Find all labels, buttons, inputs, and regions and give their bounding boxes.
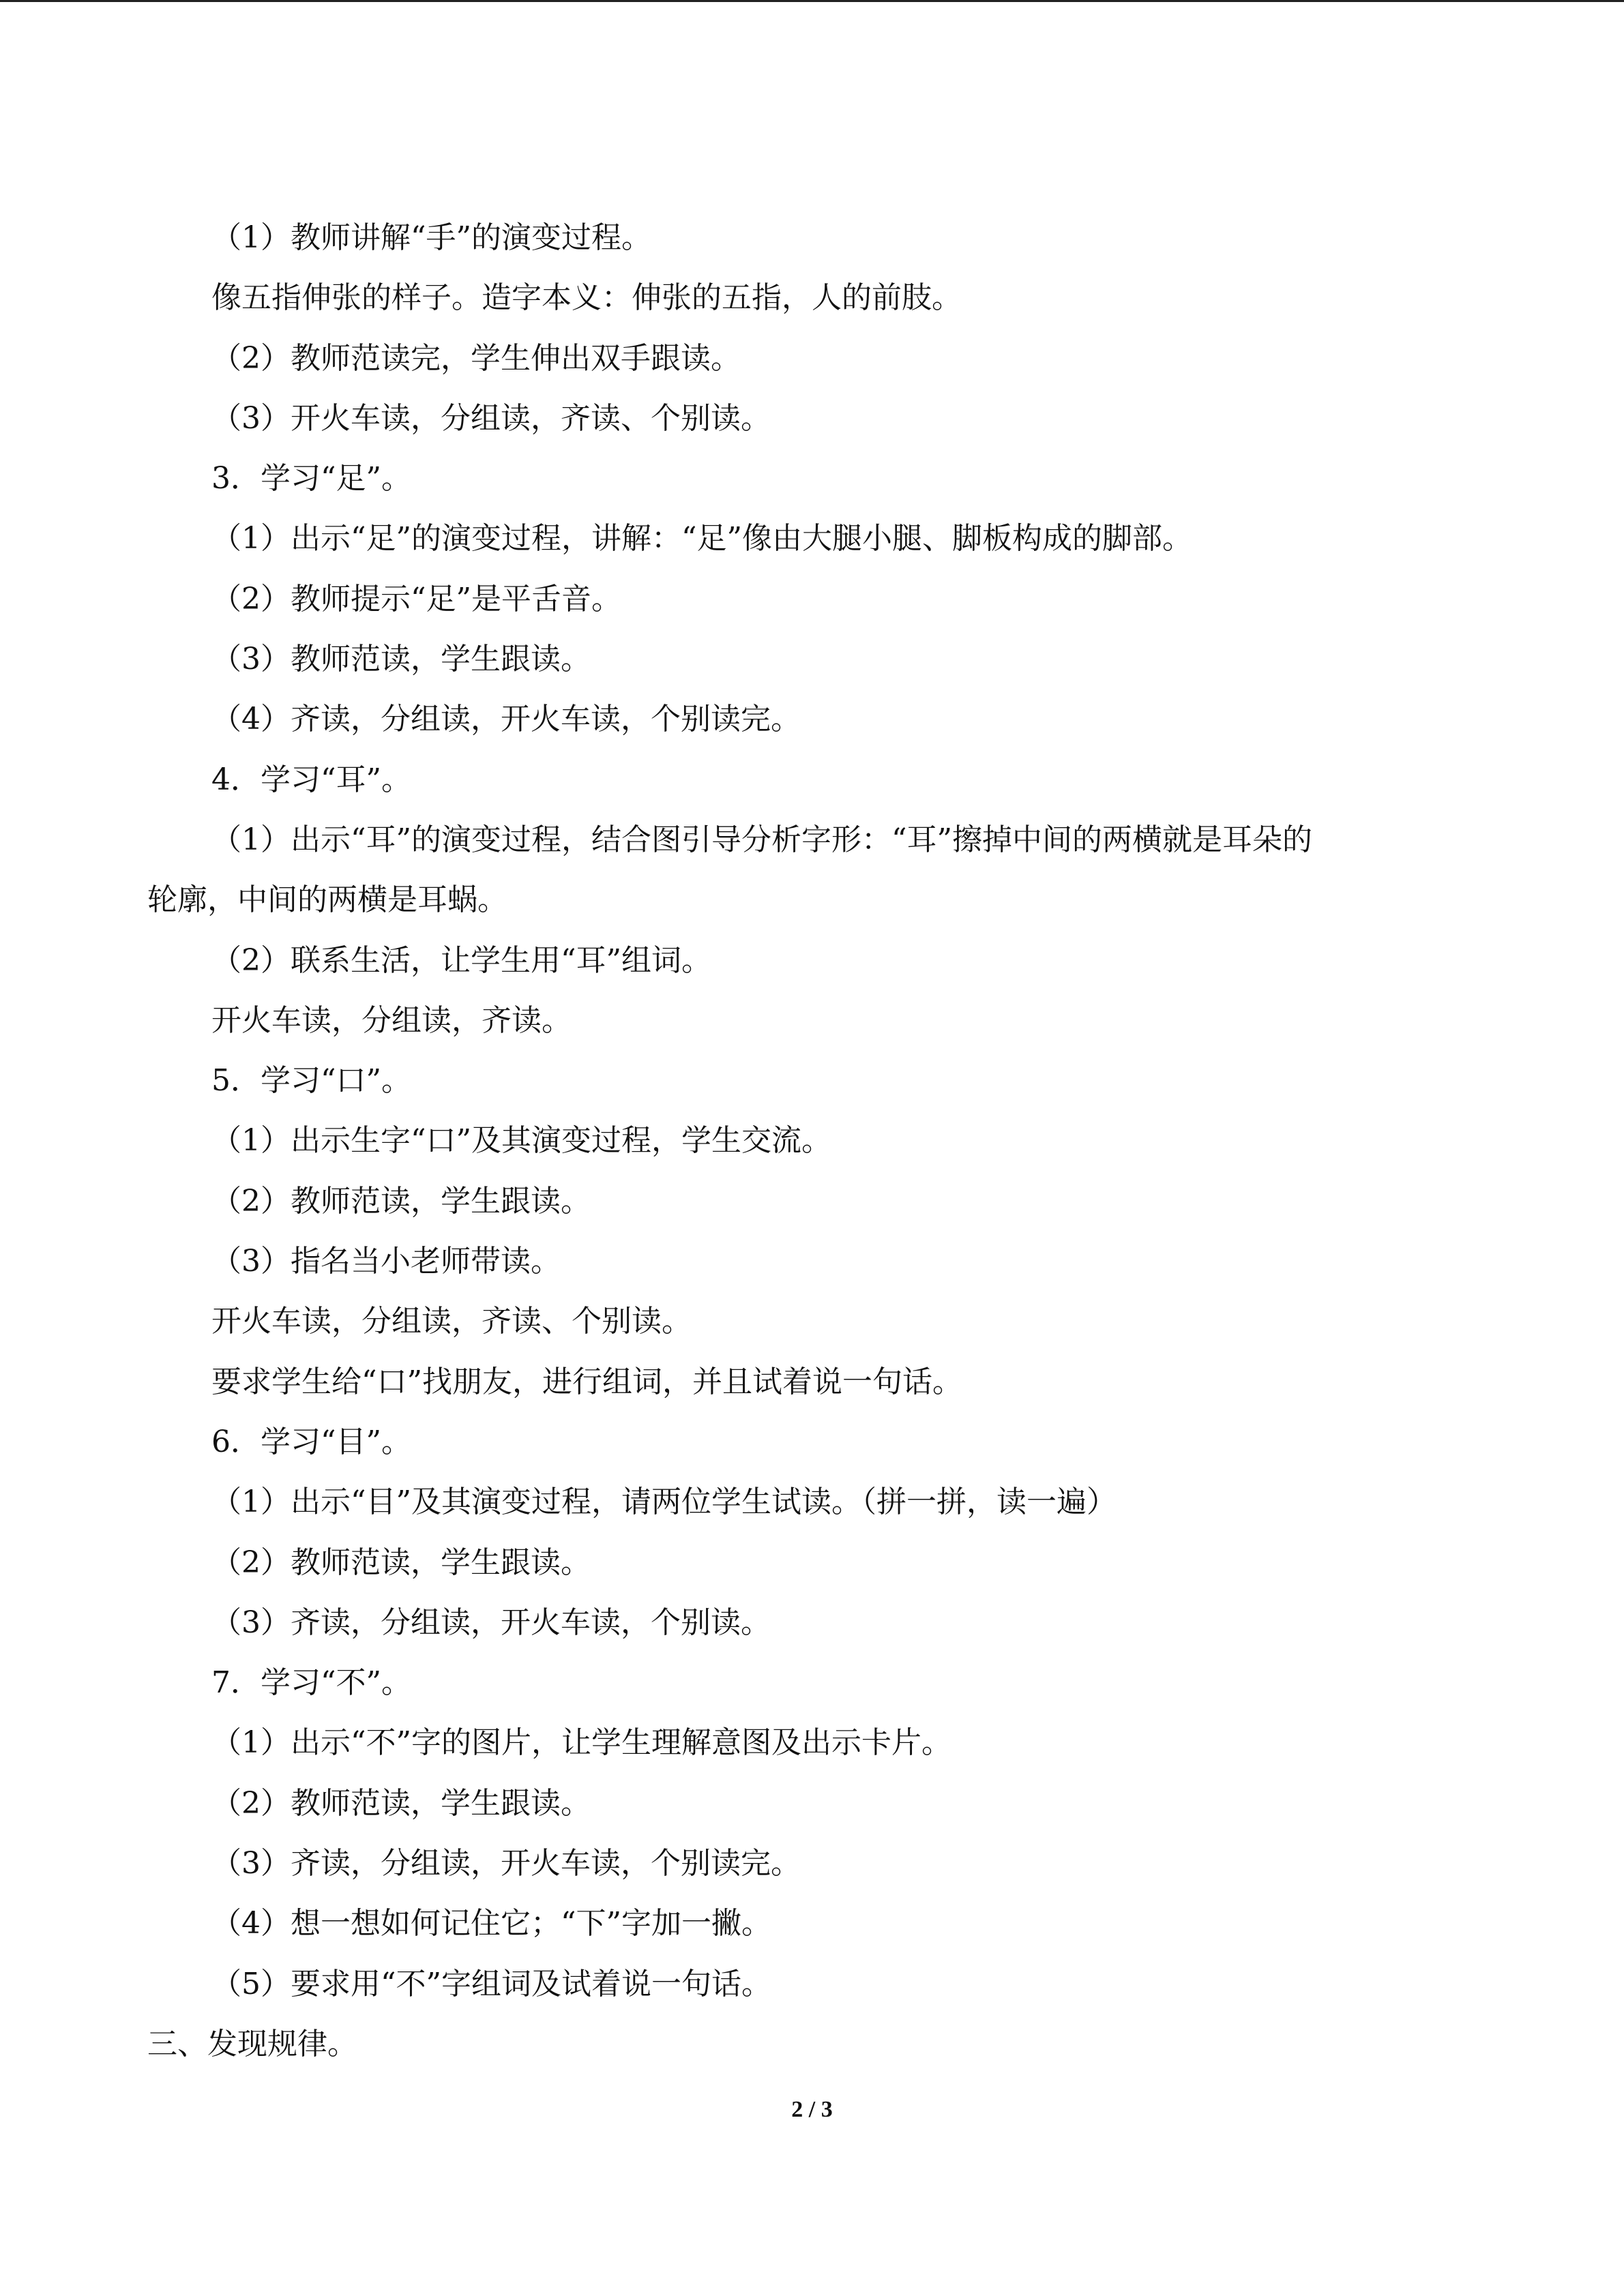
page-number: 2 / 3	[791, 2097, 833, 2122]
paragraph-line: （2）教师范读完，学生伸出双手跟读。	[211, 340, 741, 376]
paragraph-line: 像五指伸张的样子。造字本义：伸张的五指，人的前肢。	[211, 280, 962, 316]
top-border	[0, 0, 1624, 2]
paragraph-line: （3）开火车读，分组读，齐读、个别读。	[211, 400, 771, 436]
paragraph-line: （2）教师范读，学生跟读。	[211, 1785, 591, 1821]
paragraph-line: （3）齐读，分组读，开火车读，个别读完。	[211, 1846, 801, 1881]
paragraph-line: 开火车读，分组读，齐读、个别读。	[211, 1304, 692, 1339]
paragraph-line: 轮廓，中间的两横是耳蜗。	[147, 882, 507, 918]
paragraph-line: 7．学习“不”。	[211, 1665, 411, 1701]
paragraph-line: 6．学习“目”。	[211, 1424, 411, 1459]
document-body	[147, 208, 1491, 2074]
paragraph-line: 要求学生给“口”找朋友，进行组词，并且试着说一句话。	[211, 1364, 962, 1399]
paragraph-line: （3）教师范读，学生跟读。	[211, 642, 591, 677]
paragraph-line: 三、发现规律。	[147, 2026, 357, 2061]
paragraph-line: 开火车读，分组读，齐读。	[211, 1002, 572, 1038]
paragraph-line: 4．学习“耳”。	[211, 762, 411, 797]
paragraph-line: （5）要求用“不”字组词及试着说一句话。	[211, 1966, 771, 2001]
paragraph-line: （2）教师提示“足”是平舌音。	[211, 581, 621, 616]
paragraph-line: （4）想一想如何记住它；“下”字加一撇。	[211, 1906, 771, 1941]
paragraph-line: （4）齐读，分组读，开火车读，个别读完。	[211, 702, 801, 737]
paragraph-line: （2）教师范读，学生跟读。	[211, 1545, 591, 1580]
paragraph-line: （1）出示“耳”的演变过程，结合图引导分析字形：“耳”擦掉中间的两横就是耳朵的	[211, 822, 1312, 857]
paragraph-line: （1）出示“目”及其演变过程，请两位学生试读。（拼一拼，读一遍）	[211, 1485, 1117, 1520]
paragraph-line: （1）出示“不”字的图片，让学生理解意图及出示卡片。	[211, 1725, 951, 1761]
paragraph-line: 3．学习“足”。	[211, 461, 411, 496]
paragraph-line: （1）教师讲解“手”的演变过程。	[211, 220, 651, 255]
paragraph-line: （3）齐读，分组读，开火车读，个别读。	[211, 1605, 771, 1640]
paragraph-line: （1）出示生字“口”及其演变过程，学生交流。	[211, 1123, 831, 1159]
paragraph-line: （2）联系生活，让学生用“耳”组词。	[211, 942, 711, 978]
paragraph-line: （1）出示“足”的演变过程，讲解：“足”像由大腿小腿、脚板构成的脚部。	[211, 521, 1192, 556]
paragraph-line: （2）教师范读，学生跟读。	[211, 1183, 591, 1219]
paragraph-line: （3）指名当小老师带读。	[211, 1244, 561, 1279]
paragraph-line: 5．学习“口”。	[211, 1063, 411, 1099]
